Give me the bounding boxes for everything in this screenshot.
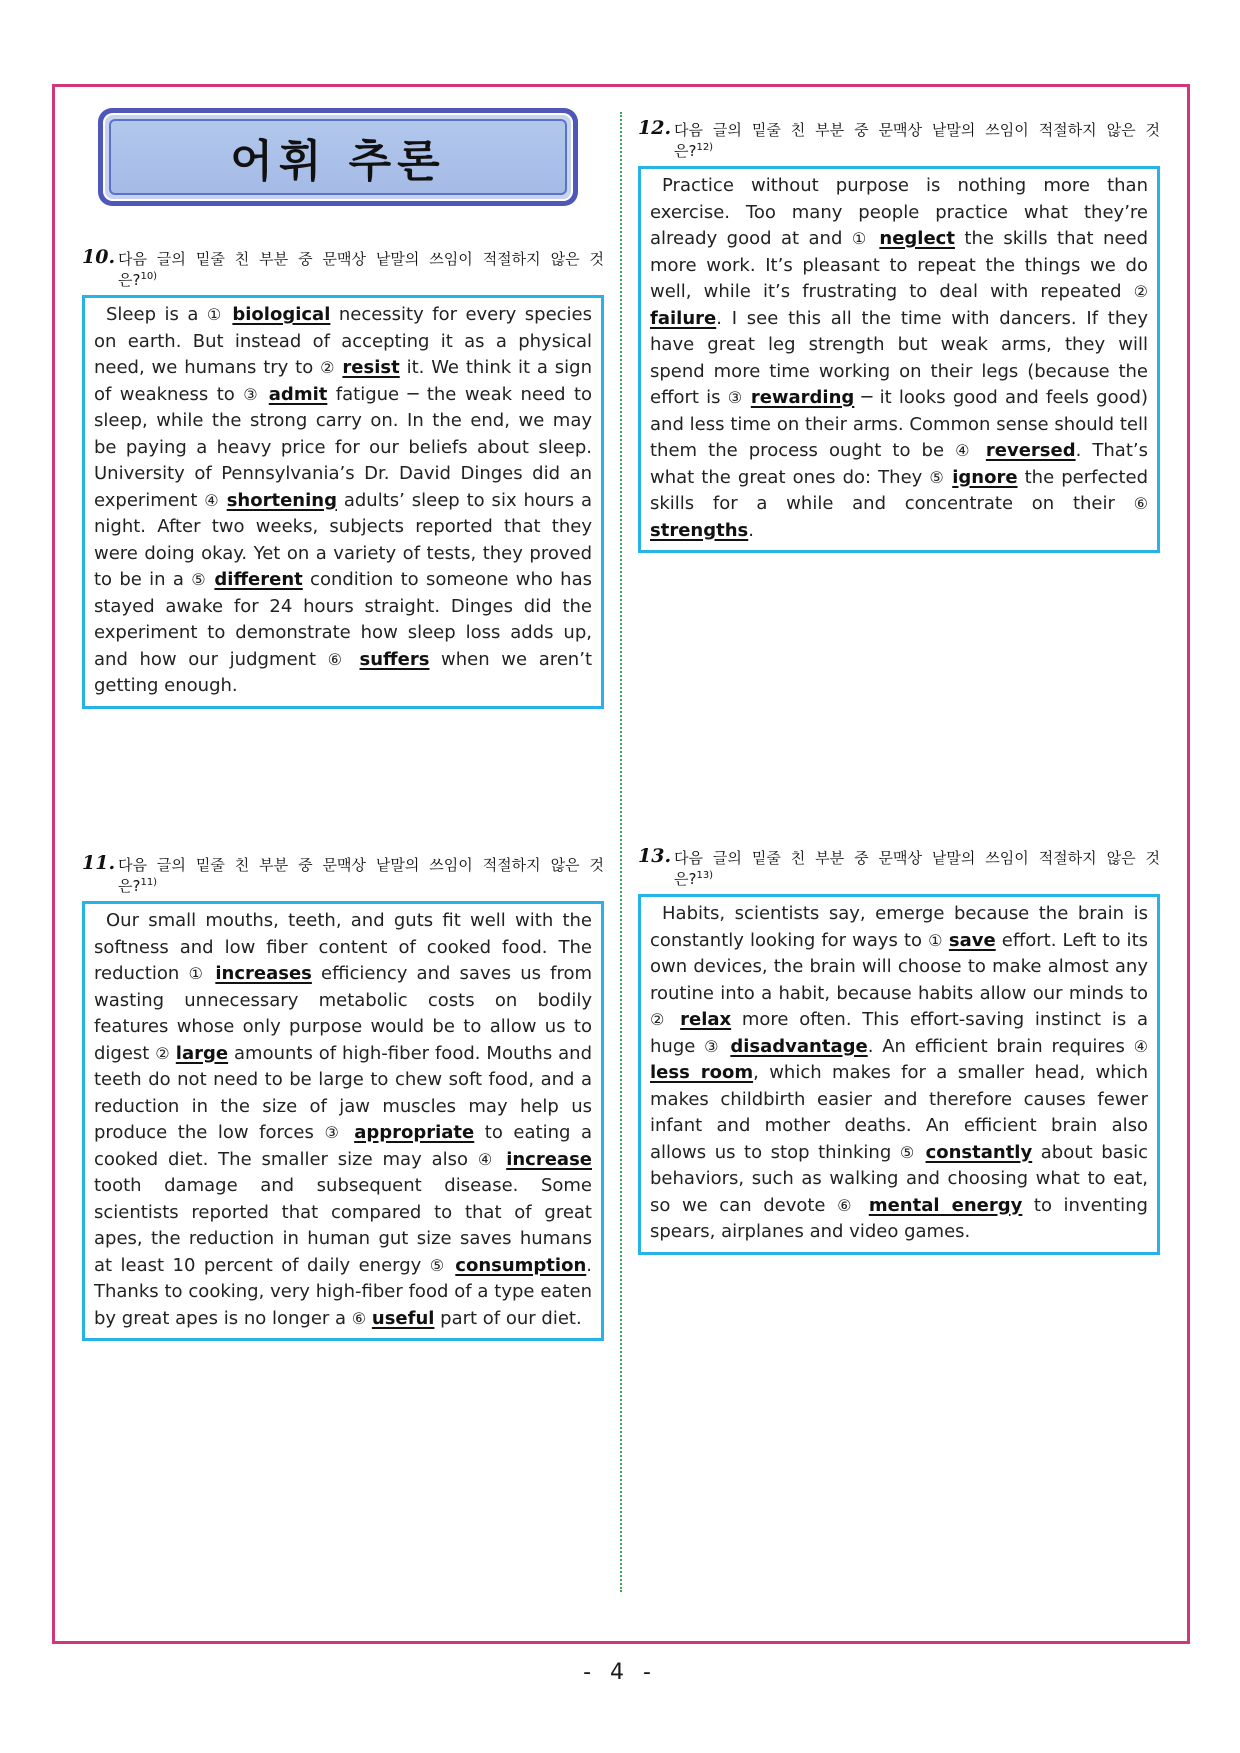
question-prompt-end: 은?	[118, 877, 141, 895]
section-title: 어휘 추론	[230, 136, 446, 187]
question-prompt-end: 은?	[674, 870, 697, 888]
question-header	[638, 117, 1160, 162]
footnote-marker: 12)	[696, 142, 714, 153]
choice-marker-4: ④	[477, 1149, 497, 1169]
passage-text: Our small mouths, teeth, and guts fit well with the softness and low fiber content of cooked food. The reduction ① increases efficiency and saves us from wasting unnecessary metabolic costs on bodily features whose only purpose would be to allow us to digest ② large amounts of high-fiber food. Mouths and teeth do not need to be large to chew soft food, and a reduction in the size of jaw muscles may help us produce the low forces ③ appropriate to eating a cooked diet. The smaller size may also ④ increase tooth damage and subsequent disease. Some scientists reported that compared to that of great apes, the reduction in human gut size saves humans at least 10 percent of daily energy ⑤ consumption. Thanks to cooking, very high-fiber food of a type eaten by great apes is no longer a ⑥ useful part of our diet.	[94, 910, 593, 1329]
underlined-word-3: disadvantage	[730, 1035, 868, 1057]
passage-box	[82, 901, 604, 1341]
choice-marker-1: ①	[928, 930, 943, 950]
choice-marker-2: ②	[1133, 282, 1148, 301]
choice-marker-4: ④	[1133, 1036, 1148, 1056]
choice-marker-3: ③	[704, 1036, 722, 1056]
question-prompt-end: 은?	[118, 271, 141, 289]
underlined-word-5: constantly	[925, 1141, 1033, 1163]
choice-marker-1: ①	[851, 229, 870, 248]
passage-text: Sleep is a ① biological necessity for every species on earth. But instead of accepting it as a physical need, we humans try to ② resist it. We think it a sign of weakness to ③ admit fatigue ─ the weak need to sleep, while the strong carry on. In the end, we may be paying a heavy price for our beliefs about sleep. University of Pennsylvania’s Dr. David Dinges did an experiment ④ shortening adults’ sleep to six hours a night. After two weeks, subjects reported that they were doing okay. Yet on a variety of tests, they proved to be in a ⑤ different condition to someone who has stayed awake for 24 hours straight. Dinges did the experiment to demonstrate how sleep loss adds up, and how our judgment ⑥ suffers when we aren’t getting enough.	[94, 304, 593, 696]
page-number: - 4 -	[583, 1660, 657, 1685]
underlined-word-2: large	[175, 1042, 229, 1064]
question-12	[638, 117, 1160, 553]
question-prompt-end: 은?	[674, 142, 697, 160]
underlined-word-1: biological	[232, 304, 331, 325]
choice-marker-3: ③	[727, 388, 744, 407]
choice-marker-4: ④	[955, 441, 975, 460]
choice-marker-5: ⑤	[899, 1142, 917, 1162]
choice-marker-2: ②	[650, 1010, 670, 1029]
question-prompt: 다음 글의 밑줄 친 부분 중 문맥상 낱말의 쓰임이 적절하지 않은 것	[674, 849, 1160, 867]
passage-text: Practice without purpose is nothing more than exercise. Too many people practice what they’re already good at and ① neglect the skills that need more work. It’s pleasant to repeat the things we do well, while it’s frustrating to deal with repeated ② failure. I see this all the time with dancers. If they have great leg strength but weak arms, they will spend more time working on their legs (because the effort is ③ rewarding ─ it looks good and feels good) and less time on their arms. Common sense should tell them the process ought to be ④ reversed. That’s what the great ones do: They ⑤ ignore the perfected skills for a while and concentrate on their ⑥ strengths.	[650, 175, 1149, 541]
choice-marker-6: ⑥	[837, 1195, 858, 1215]
question-13	[638, 845, 1160, 1255]
underlined-word-3: rewarding	[750, 387, 855, 408]
underlined-word-4: shortening	[226, 489, 337, 511]
underlined-word-5: consumption	[455, 1254, 587, 1276]
underlined-word-3: admit	[268, 383, 328, 405]
question-number: 12.	[638, 117, 672, 139]
question-10	[82, 246, 604, 709]
choice-marker-6: ⑥	[1133, 494, 1148, 513]
choice-marker-6: ⑥	[327, 649, 348, 669]
question-header	[82, 246, 604, 291]
underlined-word-2: relax	[680, 1009, 732, 1030]
underlined-word-6: suffers	[359, 648, 430, 670]
choice-marker-3: ③	[324, 1123, 344, 1142]
underlined-word-5: ignore	[952, 466, 1018, 488]
column-divider	[620, 112, 622, 1592]
underlined-word-1: save	[948, 929, 996, 951]
passage-box	[638, 894, 1160, 1255]
passage-text: Habits, scientists say, emerge because the brain is constantly looking for ways to ① save effort. Left to its own devices, the brain will choose to make almost any routine into a habit, because habits allow our minds to ② relax more often. This effort-saving instinct is a huge ③ disadvantage. An efficient brain requires ④ less room, which makes for a smaller head, which makes childbirth easier and therefore causes fewer infant and mother deaths. An efficient brain also allows us to stop thinking ⑤ constantly about basic behaviors, such as walking and choosing what to eat, so we can devote ⑥ mental energy to inventing spears, airplanes and video games.	[650, 903, 1148, 1242]
choice-marker-2: ②	[320, 358, 336, 377]
underlined-word-5: different	[214, 569, 303, 590]
question-prompt: 다음 글의 밑줄 친 부분 중 문맥상 낱말의 쓰임이 적절하지 않은 것	[118, 856, 604, 874]
question-number: 11.	[82, 852, 116, 874]
question-header	[82, 852, 604, 897]
section-banner	[98, 108, 578, 206]
underlined-word-1: increases	[215, 963, 312, 984]
underlined-word-6: mental energy	[868, 1194, 1023, 1216]
underlined-word-6: useful	[371, 1307, 435, 1329]
choice-marker-3: ③	[243, 384, 261, 404]
question-prompt: 다음 글의 밑줄 친 부분 중 문맥상 낱말의 쓰임이 적절하지 않은 것	[118, 250, 604, 268]
footnote-marker: 10)	[140, 271, 158, 282]
passage-box	[638, 166, 1160, 553]
underlined-word-4: increase	[506, 1148, 592, 1170]
choice-marker-1: ①	[206, 305, 224, 324]
underlined-word-2: resist	[342, 357, 400, 378]
choice-marker-4: ④	[204, 490, 220, 510]
question-prompt: 다음 글의 밑줄 친 부분 중 문맥상 낱말의 쓰임이 적절하지 않은 것	[674, 121, 1160, 139]
underlined-word-4: less room	[650, 1062, 754, 1083]
question-number: 13.	[638, 845, 672, 867]
question-number: 10.	[82, 246, 116, 268]
choice-marker-2: ②	[155, 1043, 170, 1063]
underlined-word-4: reversed	[985, 440, 1076, 461]
underlined-word-2: failure	[650, 307, 717, 329]
choice-marker-5: ⑤	[429, 1255, 447, 1275]
question-header	[638, 845, 1160, 890]
underlined-word-1: neglect	[879, 228, 955, 249]
choice-marker-1: ①	[188, 964, 207, 983]
choice-marker-5: ⑤	[191, 570, 208, 589]
choice-marker-5: ⑤	[929, 467, 946, 487]
passage-box	[82, 295, 604, 709]
question-11	[82, 852, 604, 1341]
underlined-word-6: strengths	[650, 519, 749, 541]
footnote-marker: 11)	[140, 877, 158, 888]
underlined-word-3: appropriate	[354, 1122, 475, 1143]
footnote-marker: 13)	[696, 870, 714, 881]
choice-marker-6: ⑥	[351, 1308, 367, 1328]
